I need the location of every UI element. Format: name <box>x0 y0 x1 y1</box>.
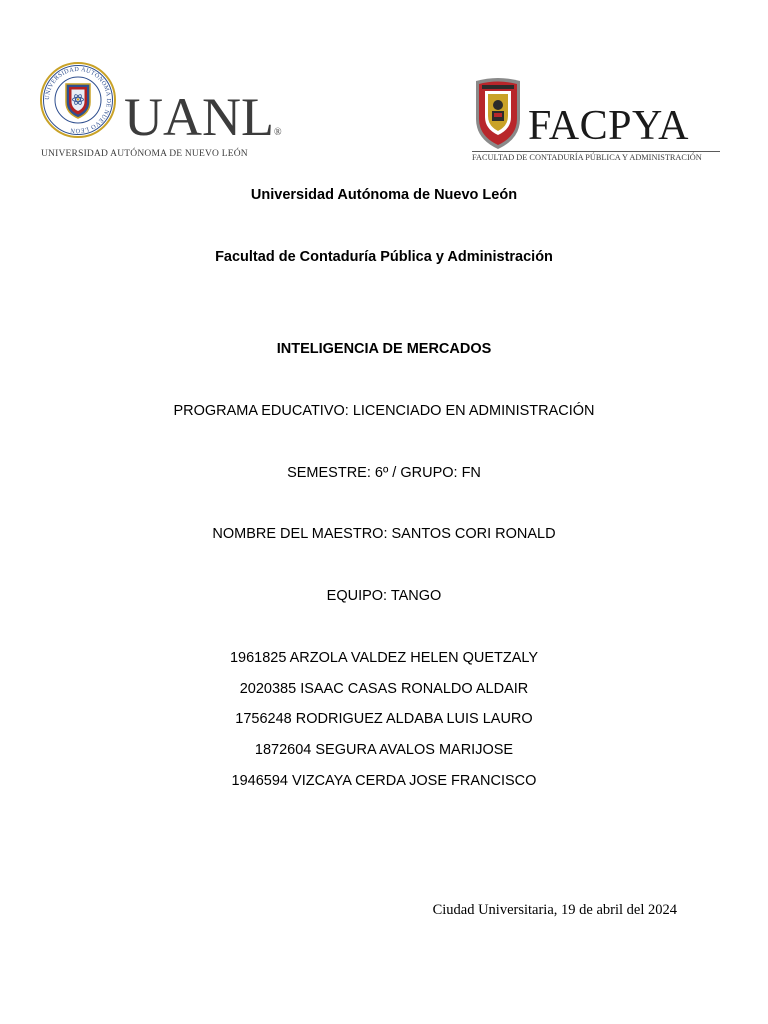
university-name: Universidad Autónoma de Nuevo León <box>250 187 518 203</box>
facpya-wordmark: FACPYA <box>528 103 689 149</box>
team-line: EQUIPO: TANGO <box>326 588 442 604</box>
uanl-tagline: UNIVERSIDAD AUTÓNOMA DE NUEVO LEÓN <box>41 149 248 159</box>
uanl-seal-icon <box>40 62 116 138</box>
uanl-seal-text: UNIVERSIDAD AUTÓNOMA DE NUEVO LEÓN <box>43 65 113 135</box>
uanl-logo <box>38 60 282 165</box>
member-line: 1946594 VIZCAYA CERDA JOSE FRANCISCO <box>231 773 537 789</box>
facpya-crest-icon <box>472 75 524 151</box>
teacher-line: NOMBRE DEL MAESTRO: SANTOS CORI RONALD <box>212 526 556 542</box>
faculty-name: Facultad de Contaduría Pública y Administración <box>215 249 553 265</box>
facpya-divider <box>472 151 720 152</box>
place-date: Ciudad Universitaria, 19 de abril del 2024 <box>432 902 677 918</box>
member-line: 1961825 ARZOLA VALDEZ HELEN QUETZALY <box>229 650 539 666</box>
member-line: 1872604 SEGURA AVALOS MARIJOSE <box>254 742 514 758</box>
subject-title: INTELIGENCIA DE MERCADOS <box>276 341 492 357</box>
uanl-wordmark: UANL® <box>124 87 282 147</box>
member-line: 2020385 ISAAC CASAS RONALDO ALDAIR <box>239 681 529 697</box>
facpya-logo <box>470 73 726 168</box>
facpya-tagline: FACULTAD DE CONTADURÍA PÚBLICA Y ADMINISTRACIÓN <box>472 153 702 162</box>
program-line: PROGRAMA EDUCATIVO: LICENCIADO EN ADMINISTRACIÓN <box>173 403 595 419</box>
member-line: 1756248 RODRIGUEZ ALDABA LUIS LAURO <box>235 711 533 727</box>
semester-group-line: SEMESTRE: 6º / GRUPO: FN <box>287 465 481 481</box>
